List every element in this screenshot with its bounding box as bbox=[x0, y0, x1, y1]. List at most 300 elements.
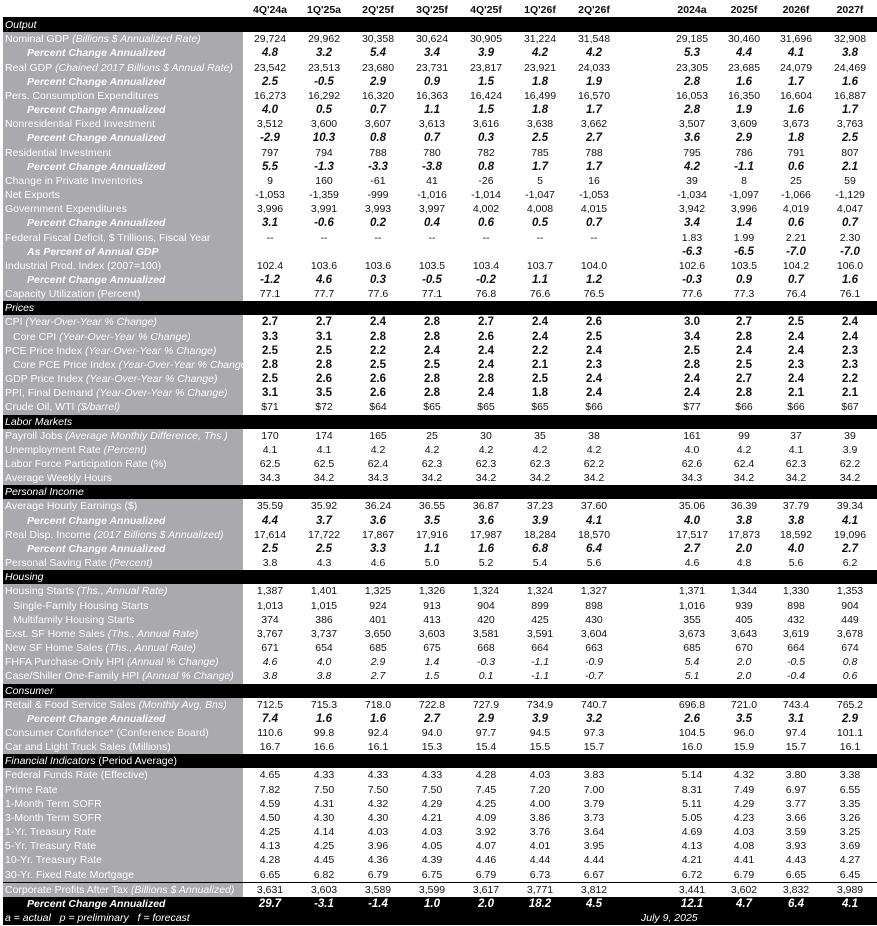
section-header bbox=[3, 485, 877, 499]
value-cell: 1.7 bbox=[842, 104, 858, 117]
value-cell: -3.1 bbox=[297, 897, 351, 911]
value-cell: 7.50 bbox=[421, 783, 443, 796]
section-header bbox=[3, 301, 877, 315]
row-label-text: Core CPI bbox=[13, 330, 57, 343]
value-cell: 2.4 bbox=[788, 344, 804, 357]
value-cell: 76.6 bbox=[529, 288, 551, 301]
value-cell: 4.2 bbox=[736, 443, 752, 456]
value-cell: -- bbox=[428, 231, 436, 244]
value-cell: 2.6 bbox=[684, 712, 700, 725]
value-cell: 374 bbox=[261, 613, 279, 626]
value-cell: 4.6 bbox=[262, 656, 278, 669]
value-cell: 1,353 bbox=[836, 585, 864, 598]
value-cell: 31,696 bbox=[779, 33, 813, 46]
section-title: Financial Indicators bbox=[5, 755, 96, 768]
value-cell: 4.69 bbox=[681, 826, 703, 839]
row-label bbox=[3, 146, 243, 160]
value-cell: 2.2 bbox=[370, 344, 386, 357]
section-header bbox=[3, 684, 877, 698]
value-cell: -1.1 bbox=[734, 160, 754, 173]
value-cell: 17,916 bbox=[415, 528, 449, 541]
row-label-text: Percent Change Annualized bbox=[27, 514, 166, 527]
row-label bbox=[3, 556, 243, 570]
value-cell: 3,603 bbox=[418, 627, 446, 640]
value-cell: 2.4 bbox=[788, 373, 804, 386]
value-cell bbox=[621, 542, 665, 556]
value-cell: 4.03 bbox=[733, 826, 755, 839]
value-cell: 2.5 bbox=[684, 344, 700, 357]
value-cell: -1.3 bbox=[314, 160, 334, 173]
value-cell: -1,034 bbox=[677, 189, 707, 202]
value-cell: 7.50 bbox=[367, 783, 389, 796]
value-cell bbox=[621, 882, 665, 897]
value-cell: 76.4 bbox=[785, 288, 807, 301]
value-cell: 3,631 bbox=[243, 882, 297, 897]
value-cell: 3.64 bbox=[583, 826, 605, 839]
value-cell: 3.8 bbox=[316, 670, 332, 683]
value-cell: 3,737 bbox=[310, 627, 338, 640]
value-cell: 16,570 bbox=[577, 89, 611, 102]
value-cell: 1,013 bbox=[256, 599, 284, 612]
value-cell: -1.1 bbox=[530, 656, 550, 669]
value-cell: 1.9 bbox=[736, 104, 752, 117]
value-cell: 16,604 bbox=[779, 89, 813, 102]
value-cell: 2.5 bbox=[788, 316, 804, 329]
value-cell: 1,326 bbox=[418, 585, 446, 598]
value-cell: 35.92 bbox=[310, 500, 338, 513]
value-cell: 34.2 bbox=[529, 472, 551, 485]
value-cell: 4.2 bbox=[532, 47, 548, 60]
table-row bbox=[3, 146, 877, 160]
table-row bbox=[3, 32, 877, 46]
value-cell bbox=[621, 386, 665, 400]
value-cell: 2.3 bbox=[842, 358, 858, 371]
value-cell: 0.3 bbox=[478, 132, 494, 145]
value-cell: 4.6 bbox=[316, 273, 332, 286]
value-cell: 4.2 bbox=[586, 47, 602, 60]
value-cell: 4.0 bbox=[788, 542, 804, 555]
row-label bbox=[3, 471, 243, 485]
value-cell: 62.5 bbox=[259, 458, 281, 470]
table-row bbox=[3, 443, 877, 457]
value-cell: 2.4 bbox=[586, 387, 602, 400]
table-row bbox=[3, 174, 877, 188]
value-cell bbox=[621, 669, 665, 683]
table-row bbox=[3, 216, 877, 230]
value-cell: 8 bbox=[741, 174, 747, 187]
value-cell: 3.4 bbox=[684, 217, 700, 230]
row-label bbox=[3, 46, 243, 60]
value-cell: -0.2 bbox=[476, 273, 496, 286]
value-cell: 0.7 bbox=[424, 132, 440, 145]
value-cell: 3.26 bbox=[839, 811, 861, 824]
value-cell: 4.5 bbox=[567, 897, 621, 911]
row-label bbox=[3, 245, 243, 259]
value-cell: 3.8 bbox=[262, 670, 278, 683]
column-header: 2026f bbox=[769, 3, 823, 18]
row-label bbox=[3, 542, 243, 556]
value-cell: 786 bbox=[735, 146, 753, 159]
value-cell: 1.1 bbox=[424, 104, 440, 117]
value-cell: 36.87 bbox=[472, 500, 500, 513]
row-label bbox=[3, 443, 243, 457]
value-cell: 30 bbox=[480, 429, 492, 442]
value-cell: 2.5 bbox=[532, 132, 548, 145]
value-cell: 4.32 bbox=[733, 769, 755, 782]
value-cell: 29,724 bbox=[253, 33, 287, 46]
row-label-text: Housing Starts bbox=[5, 585, 74, 598]
value-cell: 6.75 bbox=[421, 868, 443, 881]
row-label bbox=[3, 655, 243, 669]
row-label-text: Average Weekly Hours bbox=[5, 472, 112, 485]
value-cell: 3.6 bbox=[684, 132, 700, 145]
value-cell: 102.6 bbox=[678, 259, 706, 272]
row-label-text: Percent Change Annualized bbox=[27, 712, 166, 725]
value-cell: 4.1 bbox=[788, 443, 804, 456]
value-cell bbox=[621, 698, 665, 712]
table-row bbox=[3, 825, 877, 839]
value-cell: 30,624 bbox=[415, 33, 449, 46]
value-cell bbox=[621, 655, 665, 669]
value-cell: 2.8 bbox=[424, 373, 440, 386]
row-label-text: Corporate Profits After Tax bbox=[5, 883, 128, 896]
value-cell: 7.20 bbox=[529, 783, 551, 796]
value-cell: 4.05 bbox=[421, 840, 443, 853]
value-cell: 2.4 bbox=[586, 344, 602, 357]
value-cell: 1,016 bbox=[678, 599, 706, 612]
table-row bbox=[3, 514, 877, 528]
table-row bbox=[3, 372, 877, 386]
value-cell: 1.8 bbox=[788, 132, 804, 145]
value-cell: 16,350 bbox=[727, 89, 761, 102]
value-cell: 31,224 bbox=[523, 33, 557, 46]
row-label-unit: (Ths., Annual Rate) bbox=[73, 585, 168, 598]
row-label bbox=[3, 839, 243, 853]
value-cell: 2.7 bbox=[478, 316, 494, 329]
row-label-text: Real Disp. Income bbox=[5, 528, 91, 541]
value-cell: 685 bbox=[369, 642, 387, 655]
row-label bbox=[3, 32, 243, 46]
table-row bbox=[3, 797, 877, 811]
value-cell: 8.31 bbox=[681, 783, 703, 796]
value-cell: 2.6 bbox=[478, 330, 494, 343]
table-row bbox=[3, 259, 877, 273]
value-cell bbox=[621, 768, 665, 782]
value-cell: 94.0 bbox=[421, 726, 443, 739]
value-cell: 2.8 bbox=[736, 387, 752, 400]
value-cell: 2.4 bbox=[586, 373, 602, 386]
value-cell: 718.0 bbox=[364, 698, 392, 711]
value-cell bbox=[621, 443, 665, 457]
row-label-text: Case/Shiller One-Family HPI bbox=[5, 670, 140, 683]
value-cell bbox=[621, 146, 665, 160]
value-cell: 0.7 bbox=[788, 273, 804, 286]
row-label-text: Federal Fiscal Deficit, $ Trillions, Fiscal Year bbox=[5, 231, 211, 244]
row-label bbox=[3, 528, 243, 542]
value-cell: 17,614 bbox=[253, 528, 287, 541]
value-cell: -0.5 bbox=[314, 75, 334, 88]
value-cell: 3.5 bbox=[736, 712, 752, 725]
value-cell: 2.4 bbox=[478, 387, 494, 400]
value-cell bbox=[621, 103, 665, 117]
value-cell: 3.92 bbox=[475, 826, 497, 839]
row-label-unit: (Monthly Avg, Bns) bbox=[135, 698, 227, 711]
value-cell: 0.7 bbox=[370, 104, 386, 117]
value-cell: -1,053 bbox=[255, 189, 285, 202]
row-label bbox=[3, 599, 243, 613]
row-label bbox=[3, 641, 243, 655]
value-cell: 2.7 bbox=[586, 132, 602, 145]
row-label-unit: (Billions $ Annualized Rate) bbox=[69, 33, 201, 46]
value-cell: 2.0 bbox=[736, 656, 752, 669]
value-cell: 2.0 bbox=[736, 670, 752, 683]
value-cell: 1.7 bbox=[788, 75, 804, 88]
value-cell: 3,441 bbox=[665, 882, 719, 897]
row-label bbox=[3, 315, 243, 329]
value-cell: 12.1 bbox=[665, 897, 719, 911]
row-label-text: Pers. Consumption Expenditures bbox=[5, 89, 159, 102]
value-cell: 0.8 bbox=[478, 160, 494, 173]
value-cell bbox=[621, 853, 665, 867]
value-cell: 2.5 bbox=[316, 344, 332, 357]
value-cell: 3,673 bbox=[782, 118, 810, 131]
value-cell bbox=[621, 429, 665, 443]
value-cell: 797 bbox=[261, 146, 279, 159]
value-cell: -0.9 bbox=[584, 656, 604, 669]
value-cell: 3,638 bbox=[526, 118, 554, 131]
value-cell: 2.30 bbox=[839, 231, 861, 244]
value-cell: -1,053 bbox=[579, 189, 609, 202]
value-cell bbox=[621, 457, 665, 471]
row-label bbox=[3, 386, 243, 400]
value-cell: 23,731 bbox=[415, 61, 449, 74]
value-cell bbox=[621, 471, 665, 485]
value-cell: 16.7 bbox=[259, 741, 281, 754]
table-row bbox=[3, 655, 877, 669]
value-cell bbox=[621, 839, 665, 853]
value-cell: 432 bbox=[787, 613, 805, 626]
value-cell: 1.4 bbox=[424, 656, 440, 669]
value-cell: 765.2 bbox=[836, 698, 864, 711]
row-label-text: Nominal GDP bbox=[5, 33, 70, 46]
value-cell: 3.1 bbox=[262, 217, 278, 230]
row-label bbox=[3, 514, 243, 528]
value-cell: 3,507 bbox=[678, 118, 706, 131]
value-cell: 62.4 bbox=[733, 458, 755, 470]
value-cell: 110.6 bbox=[257, 726, 283, 739]
value-cell: 7.49 bbox=[733, 783, 755, 796]
value-cell: 4,047 bbox=[836, 203, 864, 216]
table-row bbox=[3, 599, 877, 613]
value-cell: 4.00 bbox=[529, 797, 551, 810]
value-cell: 2.4 bbox=[424, 344, 440, 357]
value-cell: 24,469 bbox=[833, 61, 867, 74]
value-cell: 782 bbox=[477, 146, 495, 159]
table-row bbox=[3, 231, 877, 245]
value-cell: 29,185 bbox=[675, 33, 709, 46]
value-cell bbox=[621, 599, 665, 613]
value-cell: 23,680 bbox=[361, 61, 395, 74]
value-cell: 103.7 bbox=[526, 259, 554, 272]
value-cell: 4,002 bbox=[472, 203, 500, 216]
section-header bbox=[3, 754, 877, 768]
value-cell: 0.1 bbox=[478, 670, 494, 683]
value-cell: 2.6 bbox=[316, 373, 332, 386]
value-cell: 2.5 bbox=[586, 330, 602, 343]
value-cell bbox=[621, 216, 665, 230]
value-cell: -3.8 bbox=[422, 160, 442, 173]
value-cell: 4.03 bbox=[421, 826, 443, 839]
value-cell: 2.2 bbox=[532, 344, 548, 357]
value-cell: 6.8 bbox=[532, 542, 548, 555]
value-cell: 161 bbox=[683, 429, 701, 442]
value-cell: 722.8 bbox=[418, 698, 446, 711]
row-label bbox=[3, 287, 243, 301]
value-cell: 2.7 bbox=[370, 670, 386, 683]
value-cell: 59 bbox=[844, 174, 856, 187]
row-label-text: Real GDP bbox=[5, 61, 53, 74]
value-cell: 1.4 bbox=[736, 217, 752, 230]
table-row bbox=[3, 499, 877, 513]
value-cell: 1.99 bbox=[733, 231, 755, 244]
value-cell: 3,996 bbox=[256, 203, 284, 216]
value-cell bbox=[351, 245, 405, 259]
table-row bbox=[3, 528, 877, 542]
value-cell: 794 bbox=[315, 146, 333, 159]
value-cell: 5.0 bbox=[424, 557, 440, 570]
value-cell: 670 bbox=[735, 642, 753, 655]
column-header: 2Q'25f bbox=[351, 3, 405, 18]
value-cell: 23,685 bbox=[727, 61, 761, 74]
table-row bbox=[3, 811, 877, 825]
value-cell: 780 bbox=[423, 146, 441, 159]
value-cell: 3.96 bbox=[367, 840, 389, 853]
row-label-unit: (Year-Over-Year % Change) bbox=[83, 373, 218, 386]
value-cell: 734.9 bbox=[526, 698, 554, 711]
value-cell bbox=[621, 726, 665, 740]
value-cell: 2.8 bbox=[684, 358, 700, 371]
value-cell: 23,921 bbox=[523, 61, 557, 74]
value-cell: 103.5 bbox=[730, 259, 758, 272]
value-cell: 2.5 bbox=[316, 542, 332, 555]
value-cell bbox=[621, 344, 665, 358]
value-cell: 62.3 bbox=[785, 458, 807, 470]
value-cell bbox=[621, 584, 665, 598]
value-cell: 4.25 bbox=[313, 840, 335, 853]
value-cell: 18.2 bbox=[513, 897, 567, 911]
value-cell bbox=[567, 245, 621, 259]
row-label-text: Nonresidential Fixed Investment bbox=[5, 118, 155, 131]
value-cell: 2.9 bbox=[478, 712, 494, 725]
section-subtitle: (Period Average) bbox=[95, 755, 177, 768]
row-label-text: Average Hourly Earnings ($) bbox=[5, 500, 138, 513]
row-label bbox=[3, 358, 251, 372]
value-cell: 671 bbox=[261, 642, 279, 655]
value-cell: 36.55 bbox=[418, 500, 446, 513]
value-cell: 3,993 bbox=[364, 203, 392, 216]
column-header: 3Q'25f bbox=[405, 3, 459, 18]
value-cell: 7.82 bbox=[259, 783, 281, 796]
value-cell: 76.1 bbox=[839, 288, 861, 301]
column-header: 2024a bbox=[665, 3, 719, 18]
value-cell: 3.80 bbox=[785, 769, 807, 782]
value-cell: 0.2 bbox=[370, 217, 386, 230]
value-cell: 3,616 bbox=[472, 118, 500, 131]
table-row bbox=[3, 726, 877, 740]
value-cell: 23,305 bbox=[675, 61, 709, 74]
value-cell: 4.0 bbox=[684, 443, 700, 456]
value-cell: 3,996 bbox=[730, 203, 758, 216]
row-label bbox=[3, 868, 243, 883]
value-cell: 34.2 bbox=[475, 472, 497, 485]
value-cell: $77 bbox=[683, 401, 701, 414]
value-cell: 1,344 bbox=[730, 585, 758, 598]
value-cell: 62.2 bbox=[839, 458, 861, 470]
value-cell: -999 bbox=[367, 189, 389, 202]
row-label-text: Percent Change Annualized bbox=[27, 104, 166, 117]
row-label-unit: (Percent) bbox=[106, 557, 153, 570]
value-cell: 16.6 bbox=[313, 741, 335, 754]
value-cell: 101.1 bbox=[836, 726, 864, 739]
value-cell: 3,591 bbox=[526, 627, 554, 640]
row-label bbox=[3, 117, 243, 131]
value-cell: 663 bbox=[585, 642, 603, 655]
value-cell: 4.1 bbox=[842, 514, 858, 527]
table-row bbox=[3, 61, 877, 75]
value-cell: 2.4 bbox=[684, 387, 700, 400]
value-cell: -0.3 bbox=[476, 656, 496, 669]
value-cell: 1,387 bbox=[256, 585, 284, 598]
value-cell: 4,019 bbox=[782, 203, 810, 216]
value-cell: 2.6 bbox=[586, 316, 602, 329]
value-cell: 0.8 bbox=[370, 132, 386, 145]
table-row bbox=[3, 330, 877, 344]
value-cell: 3.9 bbox=[532, 514, 548, 527]
value-cell: 97.3 bbox=[583, 726, 605, 739]
row-label-text: 10-Yr. Treasury Rate bbox=[5, 854, 102, 867]
value-cell: 4.30 bbox=[367, 811, 389, 824]
value-cell: 3,991 bbox=[310, 203, 338, 216]
value-cell: 6.65 bbox=[259, 868, 281, 881]
table-row bbox=[3, 457, 877, 471]
row-label bbox=[3, 344, 243, 358]
table-row bbox=[3, 712, 877, 726]
value-cell: -6.5 bbox=[734, 245, 754, 258]
row-label bbox=[3, 188, 243, 202]
value-cell: 3.25 bbox=[839, 826, 861, 839]
value-cell: 16,053 bbox=[675, 89, 709, 102]
value-cell: 2.3 bbox=[842, 344, 858, 357]
value-cell: -1,016 bbox=[417, 189, 447, 202]
value-cell: 3,832 bbox=[769, 882, 823, 897]
value-cell: 92.4 bbox=[367, 726, 389, 739]
column-header: 1Q'26f bbox=[513, 3, 567, 18]
value-cell: 2.6 bbox=[370, 373, 386, 386]
value-cell: 3.4 bbox=[424, 47, 440, 60]
row-label bbox=[3, 613, 243, 627]
value-cell: 5.4 bbox=[532, 557, 548, 570]
row-label bbox=[3, 330, 243, 344]
value-cell: 654 bbox=[315, 642, 333, 655]
value-cell: 103.6 bbox=[310, 259, 338, 272]
value-cell bbox=[621, 372, 665, 386]
value-cell: 4.4 bbox=[736, 47, 752, 60]
value-cell: 2.7 bbox=[736, 316, 752, 329]
value-cell: 425 bbox=[531, 613, 549, 626]
value-cell: 3.1 bbox=[262, 387, 278, 400]
value-cell: 4.29 bbox=[421, 797, 443, 810]
value-cell: $65 bbox=[531, 401, 549, 414]
